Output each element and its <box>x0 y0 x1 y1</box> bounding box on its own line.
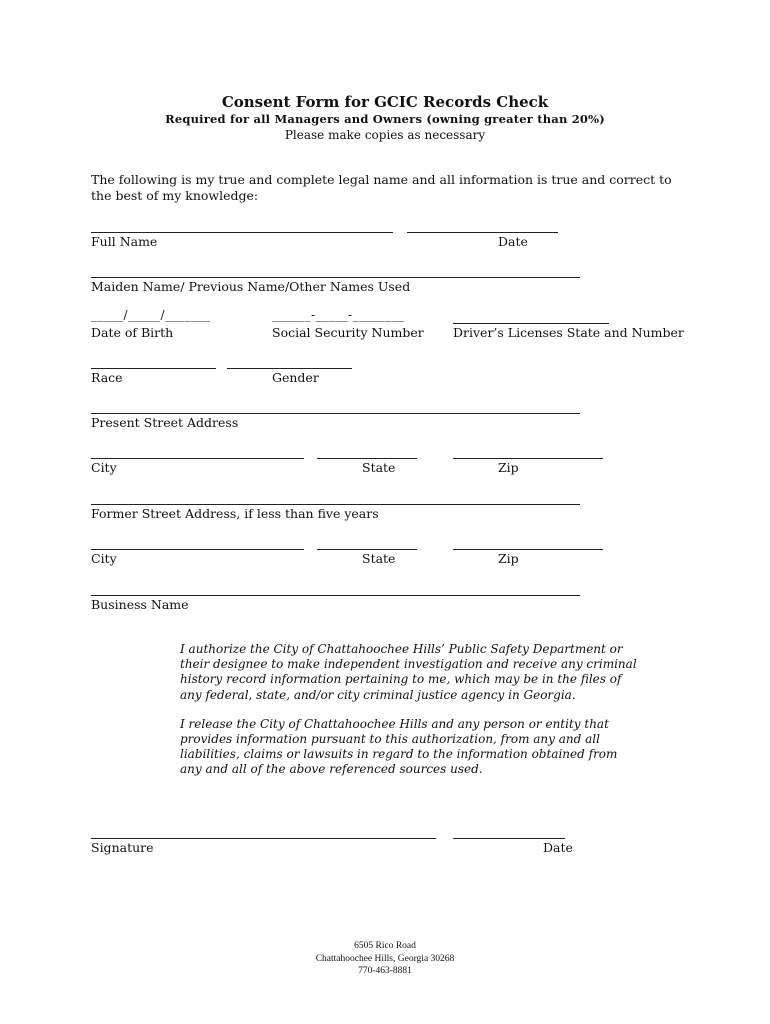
signature-date-label: Date <box>543 840 573 855</box>
present-city-field[interactable] <box>91 458 304 459</box>
present-state-label: State <box>362 460 396 475</box>
date-field[interactable] <box>407 232 558 233</box>
signature-label: Signature <box>91 840 154 855</box>
signature-field[interactable] <box>91 838 436 839</box>
present-zip-label: Zip <box>498 460 519 475</box>
copies-note: Please make copies as necessary <box>284 128 486 142</box>
former-state-field[interactable] <box>317 549 417 550</box>
form-subtitle: Required for all Managers and Owners (owning greater than 20%) <box>165 112 605 126</box>
authorization-text <box>180 642 640 792</box>
signature-date-field[interactable] <box>453 838 565 839</box>
date-of-birth-field[interactable]: _____/_____/_______ <box>91 308 211 322</box>
footer-street: 6505 Rico Road <box>354 941 416 951</box>
former-state-label: State <box>362 551 396 566</box>
form-title: Consent Form for GCIC Records Check <box>221 93 549 111</box>
maiden-name-label: Maiden Name/ Previous Name/Other Names Used <box>91 279 411 294</box>
former-zip-label: Zip <box>498 551 519 566</box>
former-address-label: Former Street Address, if less than five years <box>91 506 379 521</box>
date-label: Date <box>498 234 528 249</box>
footer-address <box>0 940 770 978</box>
ssn-label: Social Security Number <box>272 325 424 340</box>
former-zip-field[interactable] <box>453 549 603 550</box>
authorization-paragraph: I authorize the City of Chattahoochee Hills’ Public Safety Department or their designee to make independent investigation and receive any criminal history record information pertaining to me, which may be in the files of any federal, state, and/or city criminal justice agency in Georgia. <box>180 642 637 702</box>
present-state-field[interactable] <box>317 458 417 459</box>
business-name-label: Business Name <box>91 597 189 612</box>
footer-phone: 770-463-8881 <box>358 966 412 976</box>
race-label: Race <box>91 370 123 385</box>
gender-field[interactable] <box>227 368 352 369</box>
date-of-birth-label: Date of Birth <box>91 325 174 340</box>
present-address-label: Present Street Address <box>91 415 239 430</box>
present-zip-field[interactable] <box>453 458 603 459</box>
former-city-field[interactable] <box>91 549 304 550</box>
business-name-field[interactable] <box>91 595 580 596</box>
ssn-field[interactable]: ______-_____-________ <box>272 308 405 322</box>
footer-city: Chattahoochee Hills, Georgia 30268 <box>315 953 455 964</box>
present-city-label: City <box>91 460 117 475</box>
maiden-name-field[interactable] <box>91 277 580 278</box>
former-city-label: City <box>91 551 117 566</box>
release-paragraph: I release the City of Chattahoochee Hills and any person or entity that provides information pursuant to this authorization, from any and all liabilities, claims or lawsuits in regard to the information obtained from any and all of the above referenced sources used. <box>180 716 618 777</box>
full-name-label: Full Name <box>91 234 158 249</box>
drivers-license-label: Driver’s Licenses State and Number <box>453 325 684 340</box>
intro-statement: The following is my true and complete legal name and all information is true and correct to the best of my knowledge: <box>91 172 672 203</box>
former-address-field[interactable] <box>91 504 580 505</box>
full-name-field[interactable] <box>91 232 393 233</box>
race-field[interactable] <box>91 368 216 369</box>
gender-label: Gender <box>272 370 319 385</box>
present-address-field[interactable] <box>91 413 580 414</box>
drivers-license-field[interactable] <box>453 323 609 324</box>
